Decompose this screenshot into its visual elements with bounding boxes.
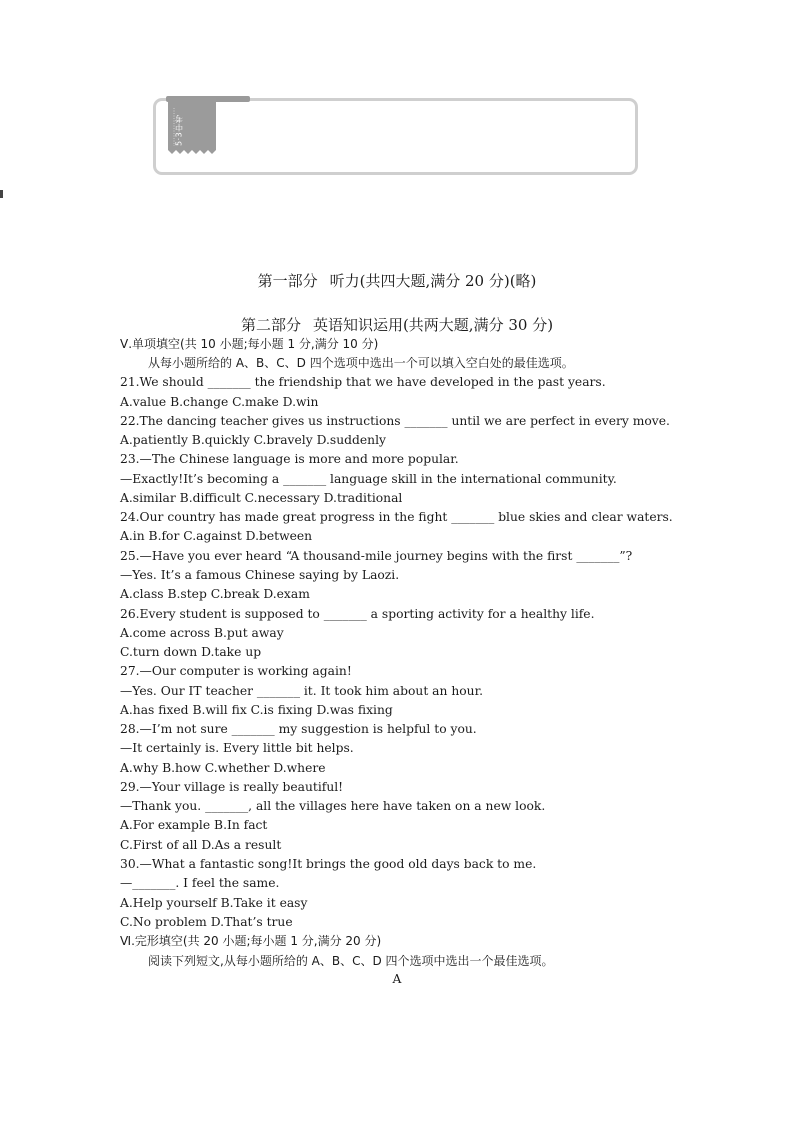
options-line: A.why B.how C.whether D.where	[120, 761, 326, 775]
question-line: 25.—Have you ever heard “A thousand-mile journey begins with the first _______”?	[120, 549, 633, 563]
options-line: A.For example B.In fact	[120, 818, 268, 832]
edge-mark	[0, 190, 3, 198]
options-line: A.in B.for C.against D.between	[120, 529, 313, 543]
question-line: 27.—Our computer is working again!	[120, 664, 352, 678]
options-line: A.come across B.put away	[120, 626, 284, 640]
question-line: 21.We should _______ the friendship that we have developed in the past years.	[120, 375, 606, 389]
question-line: —Thank you. _______, all the villages here have taken on a new look.	[120, 799, 546, 813]
question-line: 26.Every student is supposed to _______ a sporting activity for a healthy life.	[120, 607, 595, 621]
options-line: C.turn down D.take up	[120, 645, 262, 659]
options-line: A.class B.step C.break D.exam	[120, 587, 310, 601]
options-line: A.has fixed B.will fix C.is fixing D.was fixing	[120, 703, 393, 717]
question-line: —Exactly!It’s becoming a _______ language skill in the international community.	[120, 472, 617, 486]
question-line: 24.Our country has made great progress in the fight _______ blue skies and clear waters.	[120, 510, 673, 524]
tag-label: 5·3中考	[174, 114, 184, 146]
question-line: —Yes. Our IT teacher _______ it. It took him about an hour.	[120, 684, 484, 698]
part2-title	[0, 314, 794, 335]
part1-text: 听力(共四大题,满分 20 分)(略)	[329, 272, 537, 290]
question-line: 22.The dancing teacher gives us instructions _______ until we are perfect in every move.	[120, 414, 670, 428]
options-line: A.Help yourself B.Take it easy	[120, 896, 308, 910]
section5-instruction: 从每小题所给的 A、B、C、D 四个选项中选出一个可以填入空白处的最佳选项。	[148, 356, 574, 370]
options-line: A.value B.change C.make D.win	[120, 395, 319, 409]
section5-heading: Ⅴ.单项填空(共 10 小题;每小题 1 分,满分 10 分)	[120, 337, 379, 351]
section6-heading: Ⅵ.完形填空(共 20 小题;每小题 1 分,满分 20 分)	[120, 934, 382, 948]
part2-number: 第二部分	[240, 316, 301, 334]
question-line: 29.—Your village is really beautiful!	[120, 780, 344, 794]
question-line: 30.—What a fantastic song!It brings the good old days back to me.	[120, 857, 537, 871]
part1-number: 第一部分	[257, 272, 318, 290]
question-line: —Yes. It’s a famous Chinese saying by Laozi.	[120, 568, 400, 582]
options-line: C.First of all D.As a result	[120, 838, 282, 852]
passage-label: A	[392, 972, 402, 986]
question-line: 23.—The Chinese language is more and more popular.	[120, 452, 459, 466]
section6-instruction: 阅读下列短文,从每小题所给的 A、B、C、D 四个选项中选出一个最佳选项。	[148, 954, 554, 968]
options-line: C.No problem D.That’s true	[120, 915, 293, 929]
part1-title	[0, 270, 794, 291]
options-line: A.patiently B.quickly C.bravely D.suddenly	[120, 433, 386, 447]
part2-text: 英语知识运用(共两大题,满分 30 分)	[312, 316, 554, 334]
question-line: 28.—I’m not sure _______ my suggestion is helpful to you.	[120, 722, 477, 736]
question-line: —_______. I feel the same.	[120, 876, 280, 890]
options-line: A.similar B.difficult C.necessary D.traditional	[120, 491, 403, 505]
question-line: —It certainly is. Every little bit helps.	[120, 741, 354, 755]
